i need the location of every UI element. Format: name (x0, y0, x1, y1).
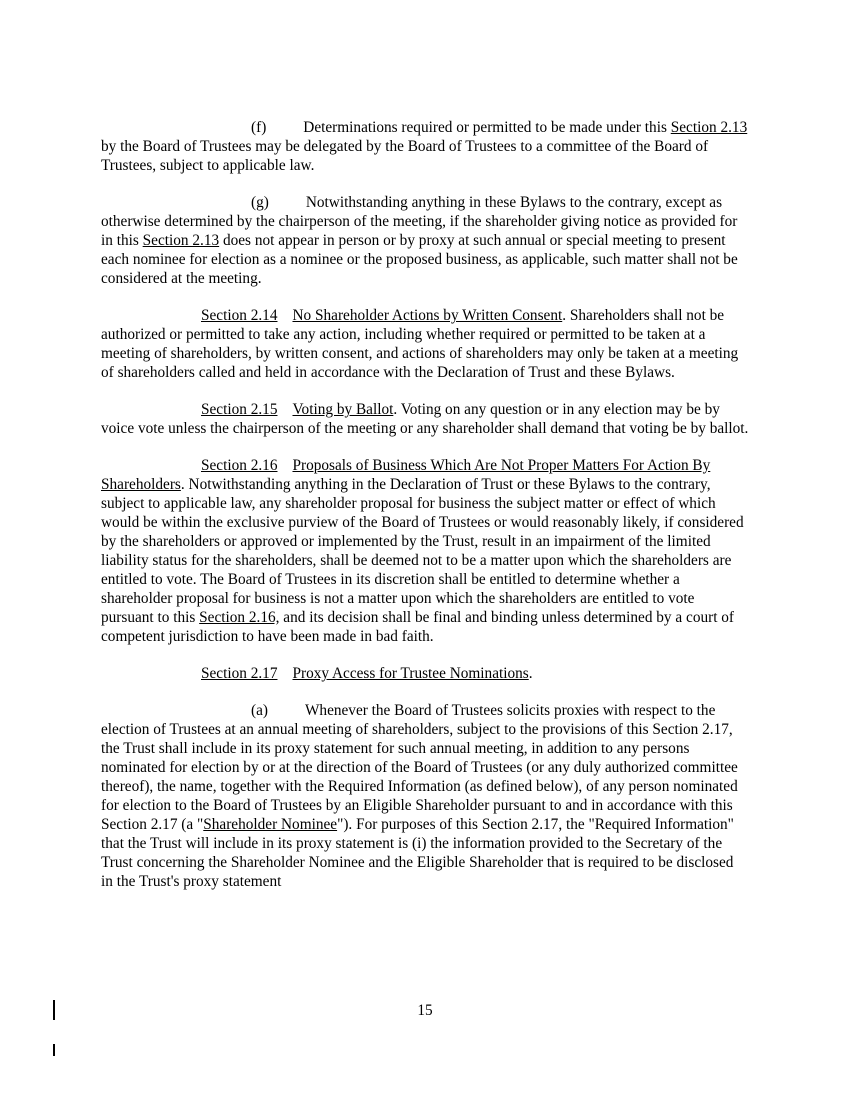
paragraph-f-label: (f) (251, 119, 267, 136)
section-2-14: Section 2.14 No Shareholder Actions by Written Consent. Shareholders shall not be authorized or permitted to take any action, including whether required or permitted to be taken at a meeting of shareholders, by written consent, and actions of shareholders may only be taken at a meeting of shareholders called and held in accordance with the Declaration of Trust and these Bylaws. (101, 307, 739, 381)
section-heading: Section 2.16 Proposals of Business Which Are Not Proper Matters For Action By Shareholders (101, 457, 711, 493)
section-ref: Section 2.13 (670, 119, 748, 136)
paragraph-a: (a) Whenever the Board of Trustees solicits proxies with respect to the election of Trustees at an annual meeting of shareholders, subject to the provisions of this Section 2.17, the Trust shall include in its proxy statement for such annual meeting, in addition to any persons nominated for election by or at the direction of the Board of Trustees (or any duly authorized committee thereof), the name, together with the Required Information (as defined below), of any person nominated for election to the Board of Trustees by an Eligible Shareholder pursuant to and in accordance with this Section 2.17 (a "Shareholder Nominee"). For purposes of this Section 2.17, the "Required Information" that the Trust will include in its proxy statement is (i) the information provided to the Secretary of the Trust concerning the Shareholder Nominee and the Eligible Shareholder that is required to be disclosed in the Trust's proxy statement (101, 702, 738, 890)
section-2-17: Section 2.17 Proxy Access for Trustee Nominations. (201, 665, 533, 682)
revision-bar (53, 1000, 55, 1020)
section-heading: Section 2.17 Proxy Access for Trustee Nominations (201, 665, 529, 682)
paragraph-g-label: (g) (251, 194, 269, 211)
section-2-15: Section 2.15 Voting by Ballot. Voting on any question or in any election may be by voice vote unless the chairperson of the meeting or any shareholder shall demand that voting be by ballot. (101, 401, 749, 437)
paragraph-g: (g) Notwithstanding anything in these Bylaws to the contrary, except as otherwise determined by the chairperson of the meeting, if the shareholder giving notice as provided for in this Section 2.13 does not appear in person or by proxy at such annual or special meeting to present each nominee for election as a nominee or the proposed business, as applicable, such matter shall not be considered at the meeting. (101, 194, 738, 287)
section-heading: Section 2.15 Voting by Ballot (201, 401, 394, 418)
section-ref: Section 2.16, (199, 609, 280, 626)
paragraph-f: (f) Determinations required or permitted to be made under this Section 2.13 by the Board of Trustees may be delegated by the Board of Trustees to a committee of the Board of Trustees, subject to applicable law. (101, 119, 748, 174)
section-heading: Section 2.14 No Shareholder Actions by Written Consent (201, 307, 563, 324)
defined-term: Shareholder Nominee (203, 816, 338, 833)
page-number: 15 (417, 1002, 433, 1019)
paragraph-a-label: (a) (251, 702, 268, 719)
revision-bar (53, 1044, 55, 1056)
section-ref: Section 2.13 (142, 232, 220, 249)
section-2-16: Section 2.16 Proposals of Business Which Are Not Proper Matters For Action By Shareholders. Notwithstanding anything in the Declaration of Trust or these Bylaws to the contrary, subject to applicable law, any shareholder proposal for business the subject matter or effect of which would be within the exclusive purview of the Board of Trustees or would reasonably likely, if considered by the shareholders or approved or implemented by the Trust, result in an impairment of the limited liability status for the shareholders, shall be deemed not to be a matter upon which the shareholders are entitled to vote. The Board of Trustees in its discretion shall be entitled to determine whether a shareholder proposal for business is not a matter upon which the shareholders are entitled to vote pursuant to this Section 2.16, and its decision shall be final and binding unless determined by a court of competent jurisdiction to have been made in bad faith. (101, 457, 744, 645)
bylaws-text (101, 118, 749, 909)
